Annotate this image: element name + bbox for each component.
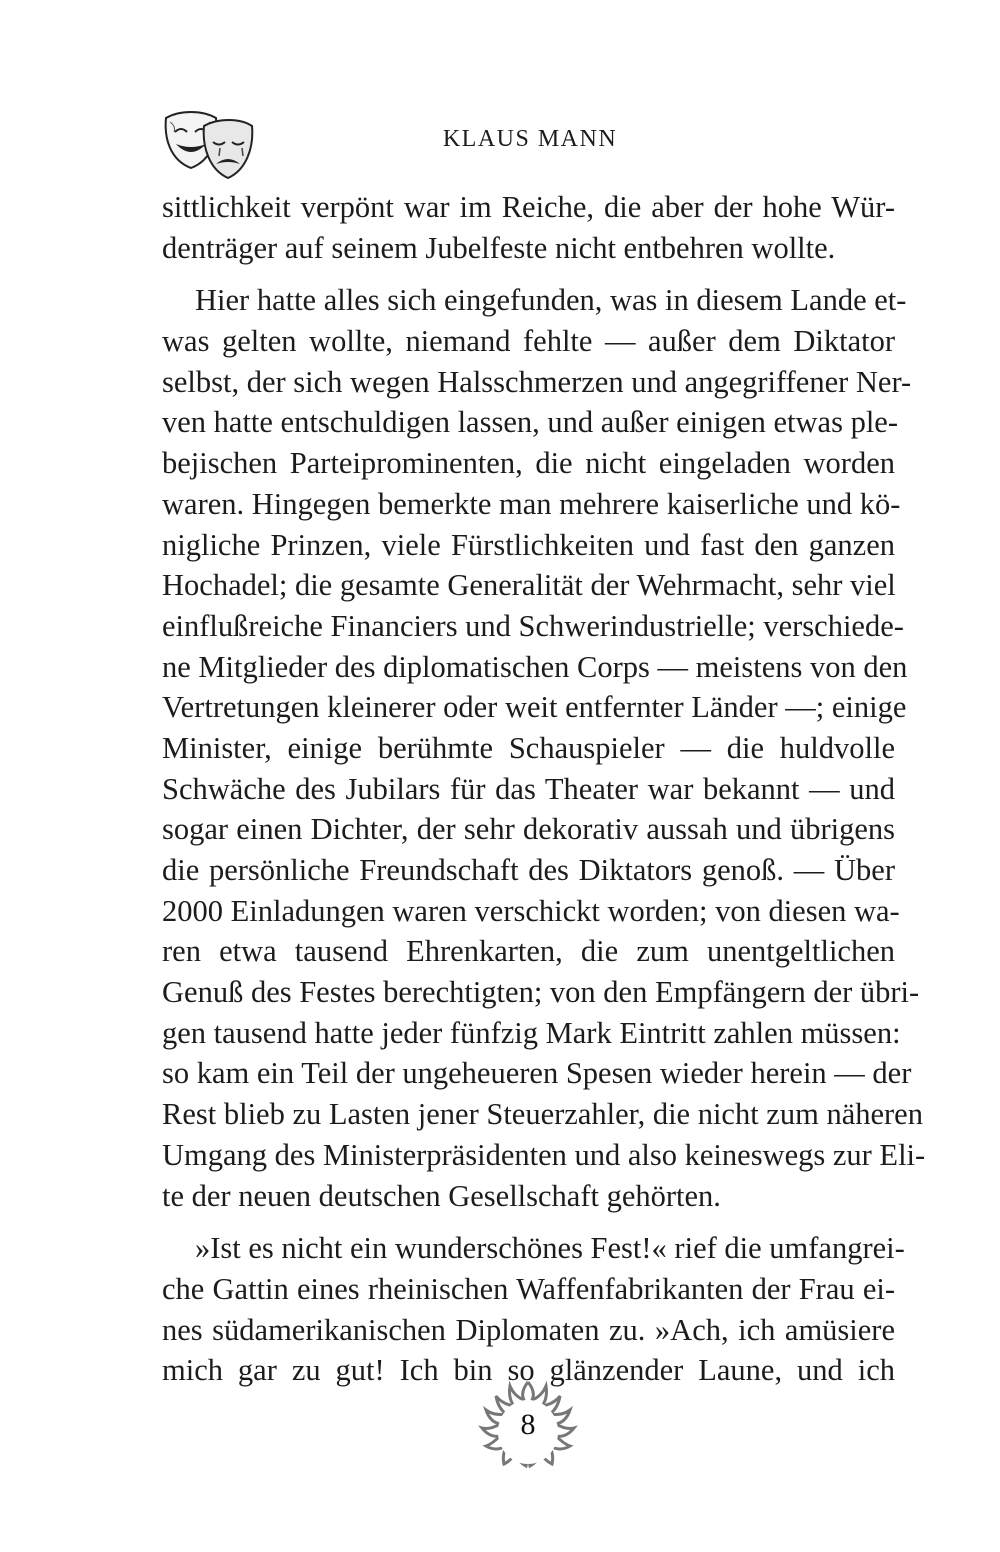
text-line: Vertretungen kleinerer oder weit entfernter Länder —; einige xyxy=(162,690,907,725)
text-line: die persönliche Freundschaft des Diktators genoß. — Über xyxy=(162,853,895,887)
text-line: gen tausend hatte jeder fünfzig Mark Eintritt zahlen müssen: xyxy=(162,1015,901,1050)
text-line: nes südamerikanischen Diplomaten zu. »Ach, ich amüsiere xyxy=(162,1312,895,1347)
text-line: te der neuen deutschen Gesellschaft gehörten. xyxy=(162,1178,721,1213)
text-line: Genuß des Festes berechtigten; von den Empfängern der übri- xyxy=(162,975,920,1010)
text-line: nigliche Prinzen, viele Fürstlichkeiten und fast den ganzen xyxy=(162,527,895,562)
text-line: Rest blieb zu Lasten jener Steuerzahler, die nicht zum näheren xyxy=(162,1097,923,1132)
text-line: Hochadel; die gesamte Generalität der Wehrmacht, sehr viel xyxy=(162,568,896,603)
paragraph xyxy=(162,187,895,268)
text-line: bejischen Parteiprominenten, die nicht eingeladen worden xyxy=(162,446,895,481)
paragraph xyxy=(162,1228,905,1391)
running-head-title: KLAUS MANN xyxy=(442,126,618,152)
text-line: ven hatte entschuldigen lassen, und außer einigen etwas ple- xyxy=(162,405,898,440)
paragraph xyxy=(162,280,926,1216)
text-line: mich gar zu gut! Ich bin so glänzender Laune, und ich xyxy=(162,1353,895,1388)
text-line: so kam ein Teil der ungeheueren Spesen wieder herein — der xyxy=(162,1056,912,1091)
text-line: Minister, einige berühmte Schauspieler — die huldvolle xyxy=(162,730,895,765)
text-line: Hier hatte alles sich eingefunden, was in diesem Lande et- xyxy=(195,283,907,318)
text-line: che Gattin eines rheinischen Waffenfabrikanten der Frau ei- xyxy=(162,1271,895,1306)
text-line: waren. Hingegen bemerkte man mehrere kaiserliche und kö- xyxy=(162,486,901,521)
page-header xyxy=(0,108,1000,188)
text-line: selbst, der sich wegen Halsschmerzen und angegriffener Ner- xyxy=(162,364,912,399)
page-number-ornament xyxy=(470,1374,586,1494)
text-line: »Ist es nicht ein wunderschönes Fest!« rief die umfangrei- xyxy=(195,1231,905,1266)
page-body xyxy=(162,187,926,1391)
text-line: ren etwa tausend Ehrenkarten, die zum unentgeltlichen xyxy=(162,934,895,969)
text-line: sittlichkeit verpönt war im Reiche, die aber der hohe Wür- xyxy=(162,190,895,224)
text-line: denträger auf seinem Jubelfeste nicht entbehren wollte. xyxy=(162,230,836,265)
text-line: was gelten wollte, niemand fehlte — außer dem Diktator xyxy=(162,324,895,359)
text-line: 2000 Einladungen waren verschickt worden; von diesen wa- xyxy=(162,893,900,928)
page-number: 8 xyxy=(520,1408,536,1441)
text-line: ne Mitglieder des diplomatischen Corps — meistens von den xyxy=(162,649,908,684)
text-line: einflußreiche Financiers und Schwerindustrielle; verschiede- xyxy=(162,608,904,643)
text-line: Umgang des Ministerpräsidenten und also keineswegs zur Eli- xyxy=(162,1137,926,1172)
text-line: Schwäche des Jubilars für das Theater war bekannt — und xyxy=(162,771,895,806)
text-line: sogar einen Dichter, der sehr dekorativ aussah und übrigens xyxy=(162,812,895,847)
